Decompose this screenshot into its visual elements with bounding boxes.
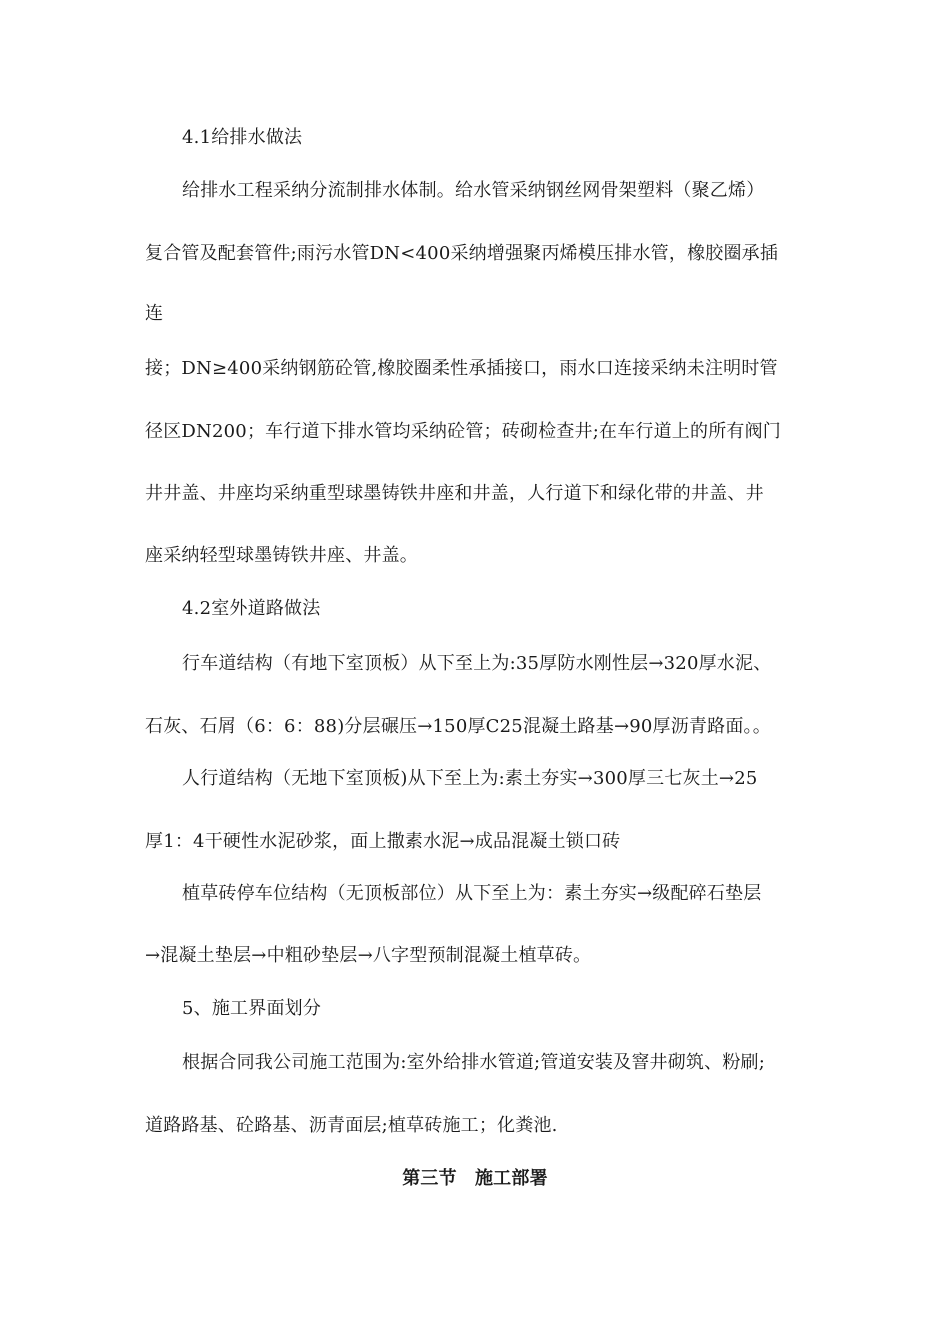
paragraph-line: 道路路基、砼路基、沥青面层;植草砖施工；化粪池. xyxy=(145,1115,558,1136)
paragraph-line: 厚1：4干硬性水泥砂浆，面上撒素水泥→成品混凝土锁口砖 xyxy=(145,831,621,852)
section-title: 第三节 施工部署 xyxy=(402,1168,548,1189)
section-4-2-heading: 4.2室外道路做法 xyxy=(182,598,321,619)
paragraph-line: 行车道结构（有地下室顶板）从下至上为:35厚防水刚性层→320厚水泥、 xyxy=(182,653,772,674)
paragraph-line: 给排水工程采纳分流制排水体制。给水管采纳钢丝网骨架塑料（聚乙烯） xyxy=(182,180,765,201)
section-5-heading: 5、施工界面划分 xyxy=(182,998,322,1019)
paragraph-line: 座采纳轻型球墨铸铁井座、井盖。 xyxy=(145,545,418,566)
paragraph-line: 石灰、石屑（6：6：88)分层碾压→150厚C25混凝土路基→90厚沥青路面。。 xyxy=(145,716,771,737)
paragraph-line: 径区DN200；车行道下排水管均采纳砼管；砖砌检查井;在车行道上的所有阀门 xyxy=(145,421,781,442)
paragraph-line: 复合管及配套管件;雨污水管DN<400采纳增强聚丙烯模压排水管，橡胶圈承插 xyxy=(145,243,779,264)
paragraph-line: →混凝土垫层→中粗砂垫层→八字型预制混凝土植草砖。 xyxy=(145,945,592,966)
paragraph-line: 植草砖停车位结构（无顶板部位）从下至上为：素土夯实→级配碎石垫层 xyxy=(182,883,762,904)
paragraph-line: 连 xyxy=(145,303,164,324)
paragraph-line: 根据合同我公司施工范围为:室外给排水管道;管道安装及窨井砌筑、粉刷; xyxy=(182,1052,765,1073)
paragraph-line: 接；DN≥400采纳钢筋砼管,橡胶圈柔性承插接口，雨水口连接采纳未注明时管 xyxy=(145,358,778,379)
paragraph-line: 人行道结构（无地下室顶板)从下至上为:素土夯实→300厚三七灰土→25 xyxy=(182,768,758,789)
section-4-1-heading: 4.1给排水做法 xyxy=(182,127,303,148)
paragraph-line: 井井盖、井座均采纳重型球墨铸铁井座和井盖，人行道下和绿化带的井盖、井 xyxy=(145,483,764,504)
